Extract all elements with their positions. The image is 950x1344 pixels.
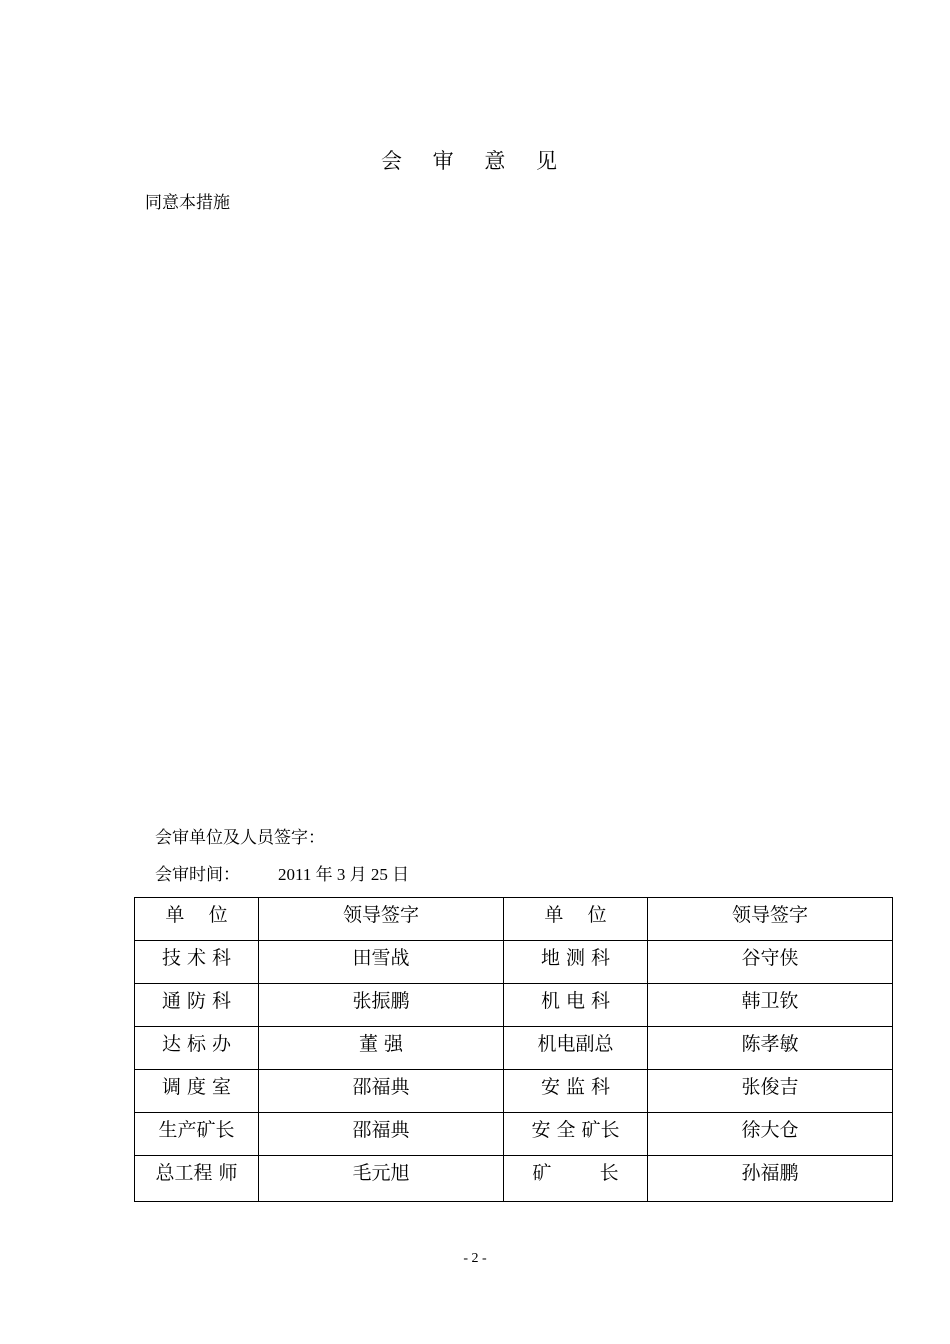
signature-cell: 董 强 <box>259 1027 504 1070</box>
review-time <box>155 860 409 885</box>
header-sign-1: 领导签字 <box>259 898 504 941</box>
review-time-label: 会审时间： <box>155 865 240 885</box>
signature-cell: 张振鹏 <box>259 984 504 1027</box>
unit-cell: 总工程 师 <box>135 1156 259 1202</box>
header-unit-2: 单 位 <box>504 898 648 941</box>
table-header-row <box>135 898 893 941</box>
review-time-value: 2011 年 3 月 25 日 <box>278 865 410 884</box>
signature-cell: 田雪战 <box>259 941 504 984</box>
table-row <box>135 984 893 1027</box>
unit-cell: 达 标 办 <box>135 1027 259 1070</box>
signature-cell: 孙福鹏 <box>648 1156 893 1202</box>
signature-cell: 毛元旭 <box>259 1156 504 1202</box>
table-row <box>135 1156 893 1202</box>
signature-cell: 邵福典 <box>259 1113 504 1156</box>
unit-cell: 技 术 科 <box>135 941 259 984</box>
signature-cell: 韩卫钦 <box>648 984 893 1027</box>
unit-cell: 生产矿长 <box>135 1113 259 1156</box>
table-row <box>135 941 893 984</box>
unit-cell: 安 全 矿长 <box>504 1113 648 1156</box>
header-sign-2: 领导签字 <box>648 898 893 941</box>
sign-label: 会审单位及人员签字： <box>155 828 325 848</box>
header-unit-1: 单 位 <box>135 898 259 941</box>
signature-table <box>134 897 893 1202</box>
unit-cell: 调 度 室 <box>135 1070 259 1113</box>
unit-cell: 矿 长 <box>504 1156 648 1202</box>
signature-cell: 张俊吉 <box>648 1070 893 1113</box>
table-row <box>135 1070 893 1113</box>
signature-cell: 谷守侠 <box>648 941 893 984</box>
signature-cell: 陈孝敏 <box>648 1027 893 1070</box>
unit-cell: 地 测 科 <box>504 941 648 984</box>
page-title: 会 审 意 见 <box>380 149 570 173</box>
table-row <box>135 1027 893 1070</box>
table-row <box>135 1113 893 1156</box>
unit-cell: 机 电 科 <box>504 984 648 1027</box>
page-number: - 2 - <box>463 1251 487 1266</box>
unit-cell: 通 防 科 <box>135 984 259 1027</box>
signature-table-body <box>135 898 893 1202</box>
unit-cell: 安 监 科 <box>504 1070 648 1113</box>
opinion-text: 同意本措施 <box>145 193 230 213</box>
signature-cell: 徐大仓 <box>648 1113 893 1156</box>
signature-cell: 邵福典 <box>259 1070 504 1113</box>
unit-cell: 机电副总 <box>504 1027 648 1070</box>
